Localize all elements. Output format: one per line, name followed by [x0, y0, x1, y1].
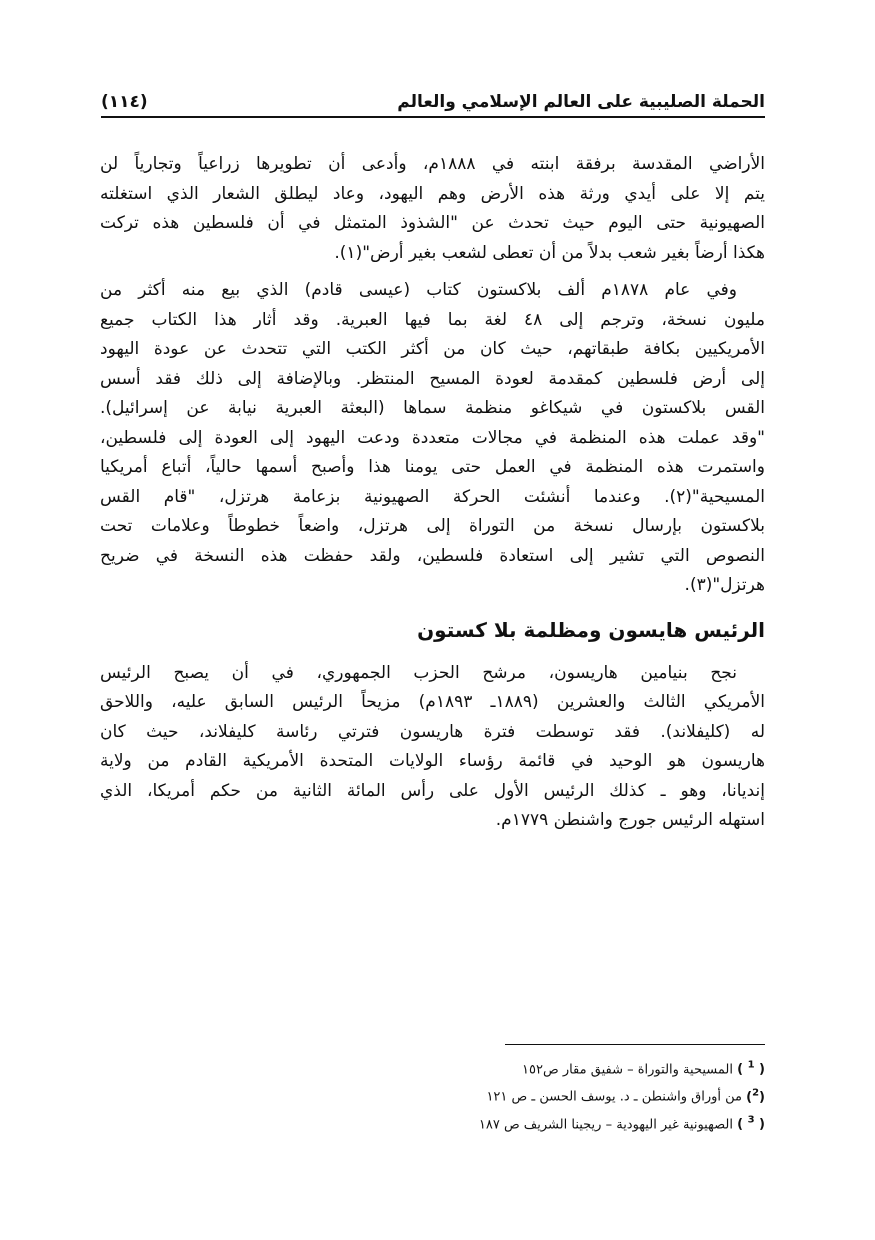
text-line: النصوص التي تشير إلى استعادة فلسطين، ولقد حفظت هذه النسخة في ضريح — [100, 545, 765, 566]
text-line: "وقد عملت هذه المنظمة في مجالات متعددة ودعت اليهود إلى العودة إلى فلسطين، — [100, 427, 765, 448]
page-number: (١١٤) — [101, 92, 148, 112]
text-line: له (كليفلاند). فقد توسطت فترة هاريسون فترتي رئاسة كليفلاند، حيث كان — [100, 721, 765, 742]
text-line: إنديانا، وهو ـ كذلك الرئيس الأول على رأس المائة الثانية من حكم أمريكا، الذي — [100, 780, 765, 801]
running-header — [101, 88, 765, 116]
paragraph-3 — [100, 659, 765, 836]
footnote-text: المسيحية والتوراة – شفيق مقار ص١٥٢ — [522, 1062, 733, 1078]
running-title: الحملة الصليبية على العالم الإسلامي والعالم — [397, 92, 765, 112]
text-line: استهله الرئيس جورج واشنطن ١٧٧٩م. — [495, 810, 765, 830]
footnote-marker: ( $^3$ ) — [737, 1114, 765, 1132]
text-line: الصهيونية حتى اليوم حيث تحدث عن "الشذوذ المتمثل في أن فلسطين هذه تركت — [100, 213, 765, 233]
footnote-divider — [505, 1044, 765, 1045]
footnotes — [380, 1054, 765, 1136]
text-line: هاريسون هو الوحيد في قائمة رؤساء الولايات المتحدة الأمريكية القادم من ولاية — [100, 751, 765, 771]
text-line: يتم إلا على أيدي ورثة هذه الأرض وهم اليهود، وعاد ليطلق الشعار الذي استغلته — [100, 183, 765, 204]
section-heading: الرئيس هايسون ومظلمة بلا كستون — [417, 617, 765, 642]
text-line: هكذا أرضاً بغير شعب بدلاً من أن تعطى لشعب بغير أرض"(١). — [334, 242, 765, 263]
text-line: إلى أرض فلسطين كمقدمة لعودة المسيح المنتظر. وبالإضافة إلى ذلك فقد أسس — [100, 368, 765, 389]
footnote-3 — [380, 1109, 765, 1136]
footnote-1 — [380, 1054, 765, 1081]
footnote-text: من أوراق واشنطن ـ د. يوسف الحسن ـ ص ١٢١ — [486, 1089, 742, 1105]
paragraph-2 — [100, 276, 765, 601]
paragraph-1 — [100, 150, 765, 268]
footnote-2 — [380, 1081, 765, 1108]
text-line: بلاكستون بإرسال نسخة من التوراة إلى هرتزل، واضعاً خطوطاً وعلامات تحت — [100, 516, 765, 536]
text-line: المسيحية"(٢). وعندما أنشئت الحركة الصهيونية بزعامة هرتزل، "قام القس — [100, 486, 765, 507]
header-divider — [101, 116, 765, 118]
footnote-marker: ($^2$) — [746, 1087, 765, 1105]
text-line: نجح بنيامين هاريسون، مرشح الحزب الجمهوري، في أن يصبح الرئيس — [100, 662, 737, 683]
text-line: القس بلاكستون في شيكاغو منظمة سماها (البعثة العبرية نيابة عن إسرائيل). — [100, 398, 765, 418]
text-line: هرتزل"(٣). — [684, 575, 765, 595]
body-text — [100, 150, 765, 836]
footnote-marker: ( $^1$ ) — [737, 1060, 765, 1078]
text-line: وفي عام ١٨٧٨م ألف بلاكستون كتاب (عيسى قادم) الذي بيع منه أكثر من — [100, 280, 737, 300]
text-line: الأراضي المقدسة برفقة ابنته في ١٨٨٨م، وأدعى أن تطويرها زراعياً وتجارياً لن — [100, 154, 765, 174]
text-line: الأمريكي الثالث والعشرين (١٨٨٩ـ ١٨٩٣م) مزيحاً الرئيس السابق عليه، واللاحق — [100, 692, 765, 712]
text-line: واستمرت هذه المنظمة في العمل حتى يومنا هذا وأصبح أسمها حالياً، أتباع أمريكيا — [100, 457, 765, 477]
text-line: الأمريكيين بكافة طبقاتهم، حيث كان من أكثر الكتب التي تتحدث عن عودة اليهود — [100, 339, 765, 359]
footnote-text: الصهيونية غير اليهودية – ريجينا الشريف ص ١٨٧ — [478, 1116, 733, 1132]
text-line: مليون نسخة، وترجم إلى ٤٨ لغة بما فيها العبرية. وقد أثار هذا الكتاب جميع — [100, 309, 765, 330]
